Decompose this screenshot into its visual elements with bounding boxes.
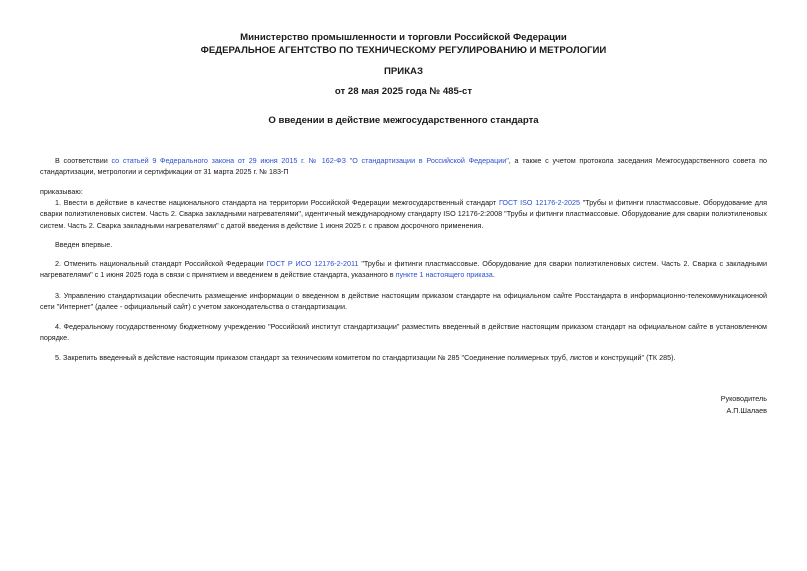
- document-type: ПРИКАЗ: [384, 66, 423, 77]
- preamble-text-2: , а также с учетом протокола заседания Межгосударственного совета по стандартизации, метрологии и сертификации от 31 марта 2025 г. № 183-П: [40, 156, 767, 177]
- item-4-paragraph: 4. Федеральному государственному бюджетному учреждению "Российский институт стандартизации" разместить введенный в действие настоящим приказом стандарт на официальном сайте в установленном порядке.: [40, 322, 767, 343]
- gost-iso-link[interactable]: ГОСТ ISO 12176-2-2025: [498, 198, 580, 207]
- federal-law-link[interactable]: со статьей 9 Федерального закона от 29 июня 2015 г. № 162-ФЗ "О стандартизации в Российской Федерации": [111, 156, 509, 165]
- signature-position: Руководитель: [720, 394, 767, 403]
- item-2-paragraph: [40, 258, 767, 281]
- ministry-name: Министерство промышленности и торговли Российской Федерации: [240, 32, 567, 43]
- order-word: приказываю:: [40, 187, 83, 196]
- item-1-text-1: 1. Ввести в действие в качестве национального стандарта на территории Российской Федерации межгосударственный стандарт: [55, 198, 499, 207]
- agency-name: ФЕДЕРАЛЬНОЕ АГЕНТСТВО ПО ТЕХНИЧЕСКОМУ РЕГУЛИРОВАНИЮ И МЕТРОЛОГИИ: [200, 45, 607, 56]
- item-2-text-1: 2. Отменить национальный стандарт Российской Федерации: [55, 259, 267, 268]
- preamble-text-1: В соответствии: [55, 156, 112, 165]
- preamble-paragraph: [40, 155, 767, 178]
- item-1-text-2: "Трубы и фитинги пластмассовые. Оборудование для сварки полиэтиленовых систем. Часть 2. Сварка закладными нагревателями", идентичный международному стандарту ISO 12176-2:2008 "Трубы и фитинги пластмассовые. Оборудование для сварки полиэтиленовых систем. Часть 2. Сварка закладными нагревателями" с датой введения в действие 1 июня 2025 г. с правом досрочного применения.: [40, 198, 767, 230]
- item-1-paragraph: [40, 197, 767, 231]
- item-3-paragraph: 3. Управлению стандартизации обеспечить размещение информации о введенном в действие настоящим приказом стандарте на официальном сайте Росстандарта в информационно-телекоммуникационной сети "Интернет" (далее - официальный сайт) с учетом законодательства о стандартизации.: [40, 291, 767, 312]
- item-2-text-2: "Трубы и фитинги пластмассовые. Оборудование для сварки полиэтиленовых систем. Часть 2. Сварка с закладными нагревателями" с 1 июня 2025 года в связи с принятием и введением в действие стандарта, указанного в: [40, 259, 767, 280]
- document-title: О введении в действие межгосударственного стандарта: [268, 115, 539, 126]
- item-1-reference-link[interactable]: пункте 1 настоящего приказа: [395, 270, 493, 280]
- gost-r-iso-link[interactable]: ГОСТ Р ИСО 12176-2-2011: [266, 259, 359, 268]
- signature-name: А.П.Шалаев: [726, 406, 767, 415]
- document-date-number: от 28 мая 2025 года № 485-ст: [334, 86, 473, 97]
- item-5-paragraph: 5. Закрепить введенный в действие настоящим приказом стандарт за техническим комитетом по стандартизации № 285 "Соединение полимерных труб, листов и конструкций" (ТК 285).: [55, 353, 676, 362]
- introduced-note: Введен впервые.: [55, 240, 113, 249]
- item-2-text-3: .: [492, 270, 495, 280]
